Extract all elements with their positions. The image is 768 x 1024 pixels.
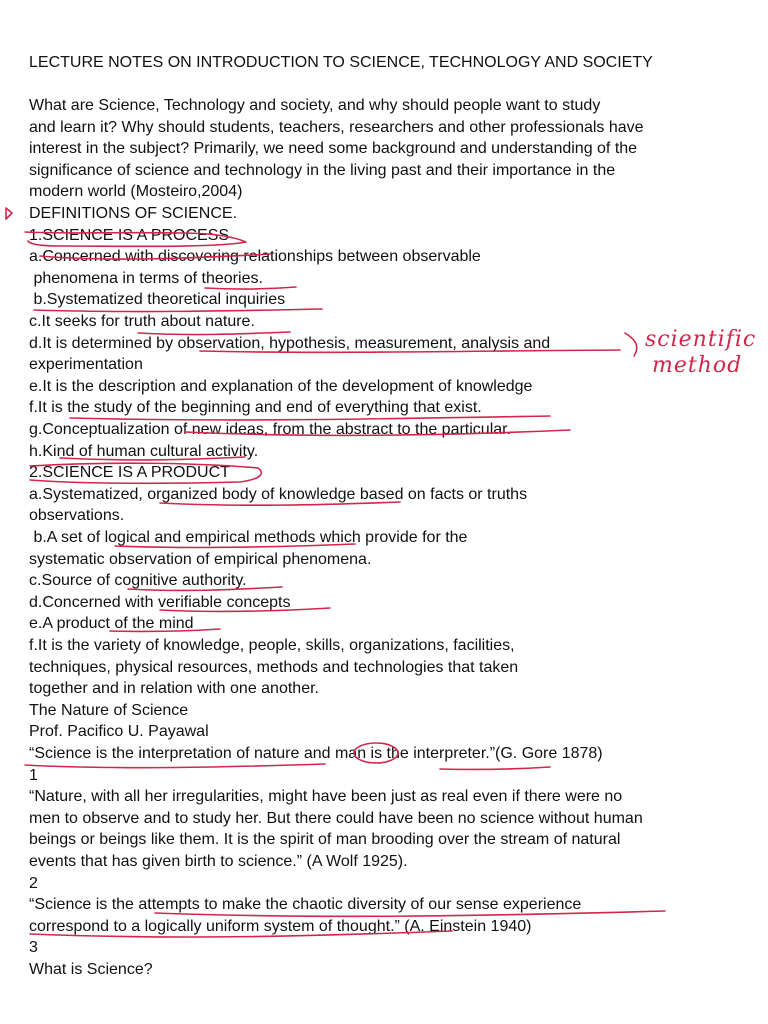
text-line: e.A product of the mind bbox=[29, 615, 194, 632]
quote-line: correspond to a logically uniform system of thought.” (A. Einstein 1940) bbox=[29, 918, 532, 935]
document-title: LECTURE NOTES ON INTRODUCTION TO SCIENCE, TECHNOLOGY AND SOCIETY bbox=[29, 54, 653, 71]
text-line: h.Kind of human cultural activity. bbox=[29, 443, 259, 460]
text-line: g.Conceptualization of new ideas, from the abstract to the particular. bbox=[29, 421, 512, 438]
subsection-heading: 1.SCIENCE IS A PROCESS bbox=[29, 227, 230, 244]
text-line: techniques, physical resources, methods and technologies that taken bbox=[29, 659, 519, 676]
margin-note-scientific: scientific bbox=[645, 327, 757, 352]
page-number: 2 bbox=[29, 875, 38, 892]
margin-marker-icon bbox=[6, 208, 12, 219]
text-line: modern world (Mosteiro,2004) bbox=[29, 183, 243, 200]
text-line: What are Science, Technology and society, and why should people want to study bbox=[29, 97, 601, 114]
text-line: c.It seeks for truth about nature. bbox=[29, 313, 255, 330]
text-line: systematic observation of empirical phenomena. bbox=[29, 551, 372, 568]
text-line: The Nature of Science bbox=[29, 702, 189, 719]
text-line: a.Systematized, organized body of knowledge based on facts or truths bbox=[29, 486, 528, 503]
text-line: and learn it? Why should students, teachers, researchers and other professionals have bbox=[29, 119, 644, 136]
text-line: d.Concerned with verifiable concepts bbox=[29, 594, 291, 611]
quote-line: “Science is the interpretation of nature and man is the interpreter.”(G. Gore 1878) bbox=[29, 745, 603, 762]
subsection-heading: 2.SCIENCE IS A PRODUCT bbox=[29, 464, 230, 481]
quote-line: “Nature, with all her irregularities, might have been just as real even if there were no bbox=[29, 788, 623, 805]
text-line: f.It is the variety of knowledge, people, skills, organizations, facilities, bbox=[29, 637, 515, 654]
text-line: d.It is determined by observation, hypothesis, measurement, analysis and bbox=[29, 335, 551, 352]
text-line: observations. bbox=[29, 507, 125, 524]
text-line: f.It is the study of the beginning and end of everything that exist. bbox=[29, 399, 482, 416]
text-line: a.Concerned with discovering relationships between observable bbox=[29, 248, 481, 265]
underline-interpretation bbox=[25, 764, 325, 768]
quote-line: men to observe and to study her. But there could have been no science without human bbox=[29, 810, 643, 827]
text-line: What is Science? bbox=[29, 961, 153, 978]
text-line: experimentation bbox=[29, 356, 143, 373]
section-heading: DEFINITIONS OF SCIENCE. bbox=[29, 205, 238, 222]
quote-line: “Science is the attempts to make the chaotic diversity of our sense experience bbox=[29, 896, 582, 913]
quote-line: beings or beings like them. It is the spirit of man brooding over the stream of natural bbox=[29, 831, 621, 848]
text-line: together and in relation with one another. bbox=[29, 680, 319, 697]
text-line: significance of science and technology in the living past and their importance in the bbox=[29, 162, 616, 179]
margin-note-method: method bbox=[652, 353, 743, 378]
page-number: 3 bbox=[29, 939, 38, 956]
quote-line: events that has given birth to science.” (A Wolf 1925). bbox=[29, 853, 408, 870]
text-line: Prof. Pacifico U. Payawal bbox=[29, 723, 209, 740]
text-line: b.A set of logical and empirical methods which provide for the bbox=[29, 529, 468, 546]
text-line: interest in the subject? Primarily, we need some background and understanding of the bbox=[29, 140, 638, 157]
text-line: b.Systematized theoretical inquiries bbox=[29, 291, 286, 308]
underline-interpreter bbox=[440, 767, 550, 769]
text-line: e.It is the description and explanation of the development of knowledge bbox=[29, 378, 533, 395]
text-line: phenomena in terms of theories. bbox=[29, 270, 263, 287]
page-number: 1 bbox=[29, 767, 38, 784]
text-line: c.Source of cognitive authority. bbox=[29, 572, 247, 589]
bracket-scientific-method bbox=[625, 333, 637, 356]
